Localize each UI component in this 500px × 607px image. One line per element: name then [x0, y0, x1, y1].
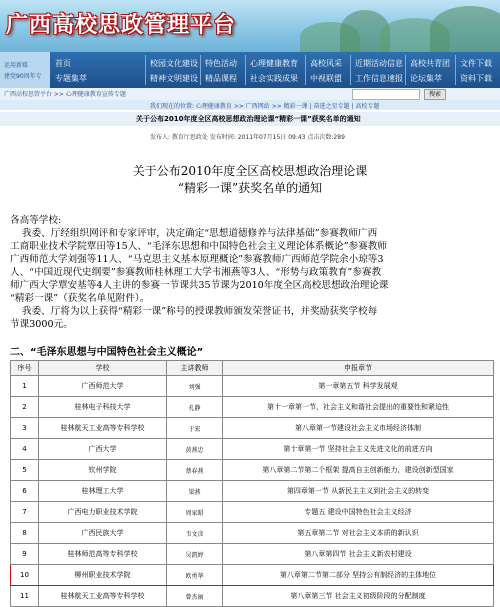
breadcrumb-text[interactable]: 我们现在的位置: 心理健康教育 >> 广西网站 >> 精彩一课 | 奋进之星专题 | 高校专题 [150, 103, 380, 110]
table-row [11, 460, 494, 481]
article-header [0, 112, 500, 126]
table-row-highlighted [11, 565, 494, 586]
cell-index: 4 [11, 439, 39, 460]
cell-teacher: 蔡春燕 [167, 460, 223, 481]
nav-link-forum[interactable]: 论坛集萃 [410, 74, 442, 83]
table-row [11, 523, 494, 544]
site-crumb[interactable]: 广西高校思管平台 >> 心理健康教育宣传专题 [4, 91, 126, 98]
cell-school: 广西师范大学 [39, 376, 167, 397]
table-row [11, 418, 494, 439]
site-banner [0, 0, 500, 52]
cell-teacher: 黄燕忠 [167, 439, 223, 460]
cell-teacher: 欧勇华 [167, 565, 223, 586]
nav-link-featured[interactable]: 特色活动 [205, 59, 237, 68]
cell-teacher: 梁燕 [167, 481, 223, 502]
award-table [10, 360, 494, 607]
cell-index: 11 [11, 586, 39, 607]
cell-school: 钦州学院 [39, 460, 167, 481]
article-meta: 发布人: 教育厅思政处 发布时间: 2011年07月15日 09:43 点击次数:289 [150, 134, 345, 141]
cell-index: 7 [11, 502, 39, 523]
para1-line: 工商职业技术学院覃田等15人、“毛泽东思想和中国特色社会主义理论体系概论”参赛教师 [10, 241, 387, 252]
nav-link-recent-activities[interactable]: 近期活动信息 [355, 59, 403, 68]
cell-teacher: 孔静 [167, 397, 223, 418]
cell-school: 广西电力职业技术学院 [39, 502, 167, 523]
cell-index: 9 [11, 544, 39, 565]
logo-line-2: 建党90周年专 [4, 73, 42, 80]
section-heading: 二、“毛泽东思想与中国特色社会主义概论” [10, 347, 204, 358]
para1-line: 人、“中国近现代史纲要”参赛教师桂林理工大学韦湘燕等3人、“形势与政策教育”参赛教 [10, 267, 382, 278]
table-row [11, 544, 494, 565]
search-button[interactable]: 搜索 [424, 89, 446, 100]
table-row [11, 439, 494, 460]
salutation: 各高等学校: [10, 215, 62, 226]
cell-school: 桂林航天工业高等专科学校 [39, 418, 167, 439]
col-header-index: 序号 [11, 361, 39, 376]
cell-index: 2 [11, 397, 39, 418]
breadcrumb [0, 100, 500, 110]
para1-line: 我委、厅经组织网评和专家评审，决定确定“思想道德修养与法律基础”参赛教师广西 [22, 228, 378, 239]
col-header-teacher: 主讲教师 [167, 361, 223, 376]
cell-school: 桂林师范高等专科学校 [39, 544, 167, 565]
cell-chapter: 第十一章第一节，社会主义和谐社会提出的重要性和紧迫性 [223, 397, 494, 418]
cell-chapter: 第十章第一节 坚持社会主义先进文化的前进方向 [223, 439, 494, 460]
cell-school: 桂林电子科技大学 [39, 397, 167, 418]
col-header-chapter: 申报章节 [223, 361, 494, 376]
cell-chapter: 第一章第五节 科学发展观 [223, 376, 494, 397]
table-row [11, 397, 494, 418]
cell-teacher: 于宏 [167, 418, 223, 439]
nav-link-mental-health[interactable]: 心理健康教育 [250, 59, 298, 68]
doc-title-line-1: 关于公布2010年度全区高校思想政治理论课 [132, 164, 368, 178]
site-title: 广西高校思政管理平台 [6, 13, 237, 38]
cell-school: 桂林理工大学 [39, 481, 167, 502]
cell-index: 1 [11, 376, 39, 397]
para1-line: 师广西大学覃安基等4人主讲的参赛一节课共35节课为2010年度全区高校思想政治理论课 [10, 280, 389, 291]
cell-chapter: 第八章第一节建设社会主义市场经济体制 [223, 418, 494, 439]
cell-chapter: 第八章第三节 社会主义初级阶段的分配制度 [223, 586, 494, 607]
article-header-title: 关于公布2010年度全区高校思想政治理论课“精彩一课”获奖名单的通知 [136, 115, 361, 123]
nav-link-home[interactable]: 首页 [55, 59, 71, 68]
nav-link-materials[interactable]: 资料下载 [460, 74, 492, 83]
cell-chapter: 专题五 建设中国特色社会主义经济 [223, 502, 494, 523]
doc-title-line-2: “精彩一课”获奖名单的通知 [177, 181, 323, 195]
cell-index: 3 [11, 418, 39, 439]
cell-index: 10 [11, 565, 39, 586]
nav-link-college-style[interactable]: 高校风采 [310, 59, 342, 68]
para2-line: 节课3000元。 [10, 319, 73, 330]
nav-link-youth-league[interactable]: 高校共青团 [410, 59, 450, 68]
table-row [11, 481, 494, 502]
col-header-school: 学校 [39, 361, 167, 376]
cell-chapter: 第四章第一节 从新民主主义到社会主义的转变 [223, 481, 494, 502]
nav-link-topics[interactable]: 专题集萃 [55, 74, 87, 83]
cell-teacher: 周家昭 [167, 502, 223, 523]
table-row [11, 586, 494, 607]
table-row [11, 502, 494, 523]
cell-school: 广西民族大学 [39, 523, 167, 544]
logo-line-1: 运用新媒 [4, 62, 29, 69]
cell-chapter: 第八章第四节 社会主义新农村建设 [223, 544, 494, 565]
nav-link-downloads[interactable]: 文件下载 [460, 59, 492, 68]
cell-index: 8 [11, 523, 39, 544]
cell-teacher: 曾杰丽 [167, 586, 223, 607]
cell-chapter: 第八章第二节第二个框架 提高自主创新能力，建设创新型国家 [223, 460, 494, 481]
para1-line: “精彩一课”（获奖名单见附件）。 [10, 293, 150, 304]
nav-link-civilization[interactable]: 精神文明建设 [150, 74, 198, 83]
nav-link-campus-culture[interactable]: 校园文化建设 [150, 59, 198, 68]
cell-teacher: 韦文彦 [167, 523, 223, 544]
search-input[interactable] [352, 89, 420, 100]
cell-chapter: 第八章第二节第二部分 坚持公有制经济的主体地位 [223, 565, 494, 586]
nav-link-video-alliance[interactable]: 中视联盟 [310, 74, 342, 83]
nav-link-quality-courses[interactable]: 精品课程 [205, 74, 237, 83]
cell-school: 广西大学 [39, 439, 167, 460]
para1-line: 广西师范大学刘强等11人、“马克思主义基本原理概论”参赛教师广西师范学院余小琼等3 [10, 254, 384, 265]
cell-index: 5 [11, 460, 39, 481]
nav-logo[interactable] [0, 52, 50, 88]
nav-link-work-news[interactable]: 工作信息速报 [355, 74, 403, 83]
cell-school: 桂林航天工业高等专科学校 [39, 586, 167, 607]
table-header-row [11, 361, 494, 376]
table-row [11, 376, 494, 397]
cell-teacher: 刘强 [167, 376, 223, 397]
cell-chapter: 第五章第二节 对社会主义本质的新认识 [223, 523, 494, 544]
nav-link-social-practice[interactable]: 社会实践成果 [250, 74, 298, 83]
cell-index: 6 [11, 481, 39, 502]
cell-teacher: 吴凯婷 [167, 544, 223, 565]
para2-line: 我委、厅将为以上获得“精彩一课”称号的授课教师颁发荣誉证书，并奖励获奖学校每 [22, 306, 378, 317]
main-nav [0, 52, 500, 88]
cell-school: 柳州职业技术学院 [39, 565, 167, 586]
